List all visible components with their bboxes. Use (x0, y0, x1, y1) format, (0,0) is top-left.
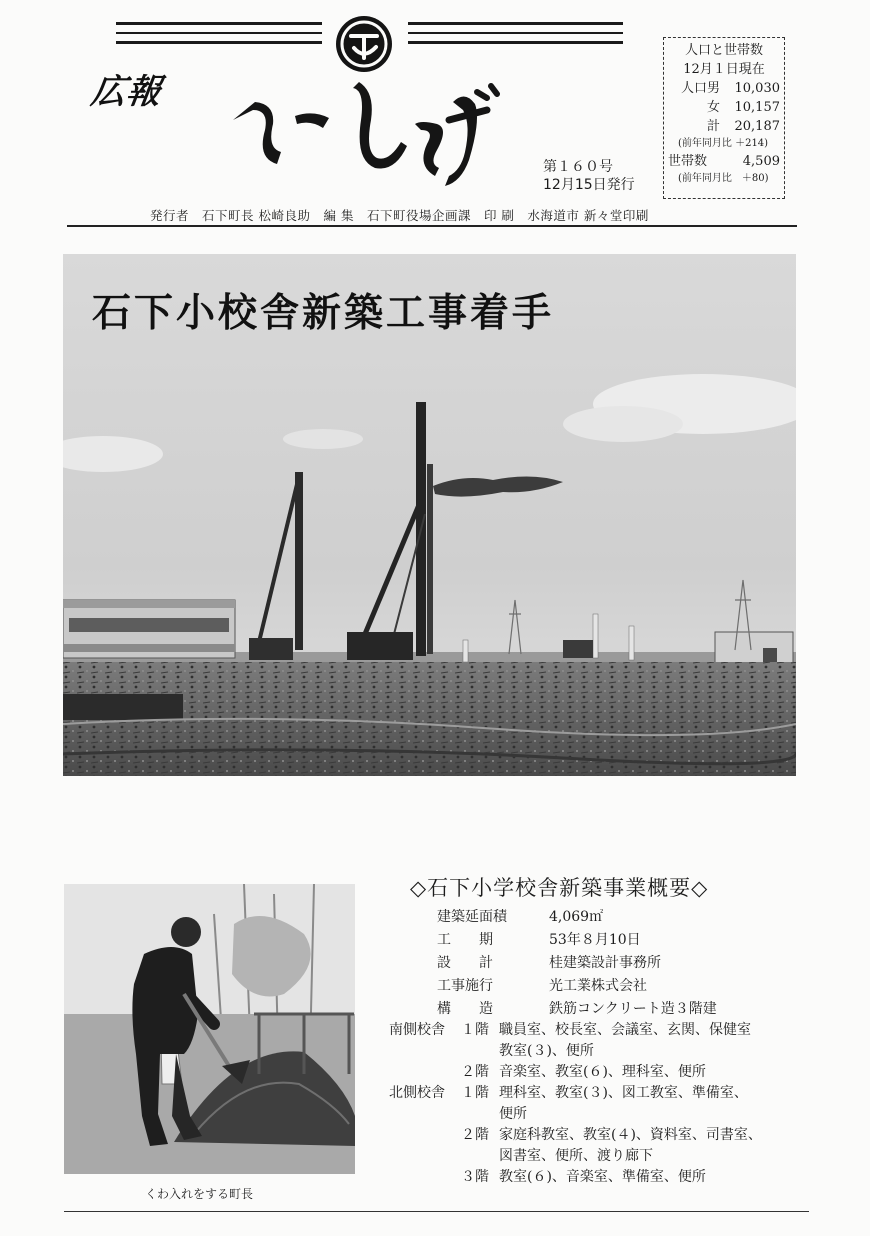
floor-number (461, 1041, 499, 1062)
room-list: 家庭科教室、教室(４)、資料室、司書室、 (499, 1127, 762, 1143)
population-box (663, 37, 785, 199)
floor-row (389, 1146, 809, 1167)
floor-row (389, 1104, 809, 1125)
population-row (668, 98, 780, 117)
town-emblem-icon (334, 14, 394, 74)
issue-date: 12月15日発行 (543, 177, 635, 193)
wing-label (389, 1062, 461, 1083)
population-value: 10,030 (734, 81, 780, 96)
population-label: 計 (706, 119, 720, 134)
spec-value: 4,069㎡ (549, 909, 604, 925)
population-value: 10,157 (734, 100, 780, 115)
spec-row (437, 906, 603, 926)
headline: 石下小校舎新築工事着手 (92, 291, 555, 336)
households-row (668, 152, 780, 171)
spec-row (437, 998, 717, 1018)
spec-key: 工 期 (437, 932, 493, 948)
floor-row (389, 1041, 809, 1062)
floor-number (461, 1146, 499, 1167)
spec-key: 設 計 (437, 955, 493, 971)
photo-caption: くわ入れをする町長 (145, 1187, 254, 1201)
spec-key: 構 造 (437, 1001, 493, 1017)
ishige-calligraphy-icon (225, 80, 525, 195)
spec-row (437, 975, 647, 995)
wing-label (389, 1167, 461, 1188)
spec-row (437, 952, 661, 972)
wing-label: 北側校舎 (389, 1085, 445, 1101)
households-value: 4,509 (742, 154, 780, 169)
ishige-logo (225, 80, 525, 195)
masthead-rule-left-1 (116, 22, 322, 25)
floor-number: ３階 (461, 1169, 489, 1185)
bottom-rule (64, 1211, 809, 1212)
floor-row (389, 1083, 809, 1104)
masthead-rule-left-2 (116, 32, 322, 34)
floor-plan-list (389, 1020, 809, 1188)
floor-row (389, 1062, 809, 1083)
wing-label (389, 1146, 461, 1167)
publisher-rule (67, 225, 797, 227)
spec-value: 鉄筋コンクリート造３階建 (549, 1001, 717, 1017)
masthead-rule-right-3 (408, 41, 623, 44)
masthead-rule-right-1 (408, 22, 623, 25)
wing-label: 南側校舎 (389, 1022, 445, 1038)
population-as-of: 12月１日現在 (683, 62, 765, 77)
population-label: 女 (706, 100, 720, 115)
room-list: 職員室、校長室、会議室、玄関、保健室 (499, 1022, 751, 1038)
population-yoy: (前年同月比 ＋214) (678, 138, 769, 149)
issue-info (543, 158, 635, 194)
spec-key: 工事施行 (437, 978, 493, 994)
spec-value: 光工業株式会社 (549, 978, 647, 994)
room-list: 便所 (499, 1106, 527, 1122)
logo-title-text (225, 80, 228, 81)
wing-label (389, 1041, 461, 1062)
room-list: 音楽室、教室(６)、理科室、便所 (499, 1064, 706, 1080)
floor-number: １階 (461, 1085, 489, 1101)
masthead-rule-left-3 (116, 41, 322, 44)
population-value: 20,187 (734, 119, 780, 134)
room-list: 理科室、教室(３)、図工教室、準備室、 (499, 1085, 748, 1101)
spec-row (437, 929, 641, 949)
publisher-line: 発行者 石下町長 松崎良助 編 集 石下町役場企画課 印 刷 水海道市 新々堂印刷 (150, 208, 649, 223)
room-list: 教室(６)、音楽室、準備室、便所 (499, 1169, 706, 1185)
population-row (668, 79, 780, 98)
wing-label (389, 1125, 461, 1146)
masthead-rule-right-2 (408, 32, 623, 34)
floor-number: ２階 (461, 1064, 489, 1080)
floor-row (389, 1167, 809, 1188)
floor-number: ２階 (461, 1127, 489, 1143)
koho-label: 広報 (88, 72, 165, 112)
wing-label (389, 1104, 461, 1125)
issue-number: 第１６０号 (543, 159, 613, 175)
floor-number: １階 (461, 1022, 489, 1038)
spec-value: 53年８月10日 (549, 932, 641, 948)
population-heading: 人口と世帯数 (684, 43, 763, 58)
population-row (668, 117, 780, 136)
floor-number (461, 1104, 499, 1125)
room-list: 図書室、便所、渡り廊下 (499, 1148, 653, 1164)
spec-key: 建築延面積 (437, 909, 507, 925)
floor-row (389, 1125, 809, 1146)
households-yoy: (前年同月比 ＋80) (678, 173, 769, 184)
room-list: 教室(３)、便所 (499, 1043, 594, 1059)
outline-title: ◇石下小学校舎新築事業概要◇ (410, 876, 709, 900)
groundbreaking-photo (64, 884, 355, 1174)
floor-row (389, 1020, 809, 1041)
households-label: 世帯数 (668, 154, 708, 169)
population-label: 人口男 (680, 81, 720, 96)
spec-value: 桂建築設計事務所 (549, 955, 661, 971)
groundbreaking-image (64, 884, 355, 1174)
